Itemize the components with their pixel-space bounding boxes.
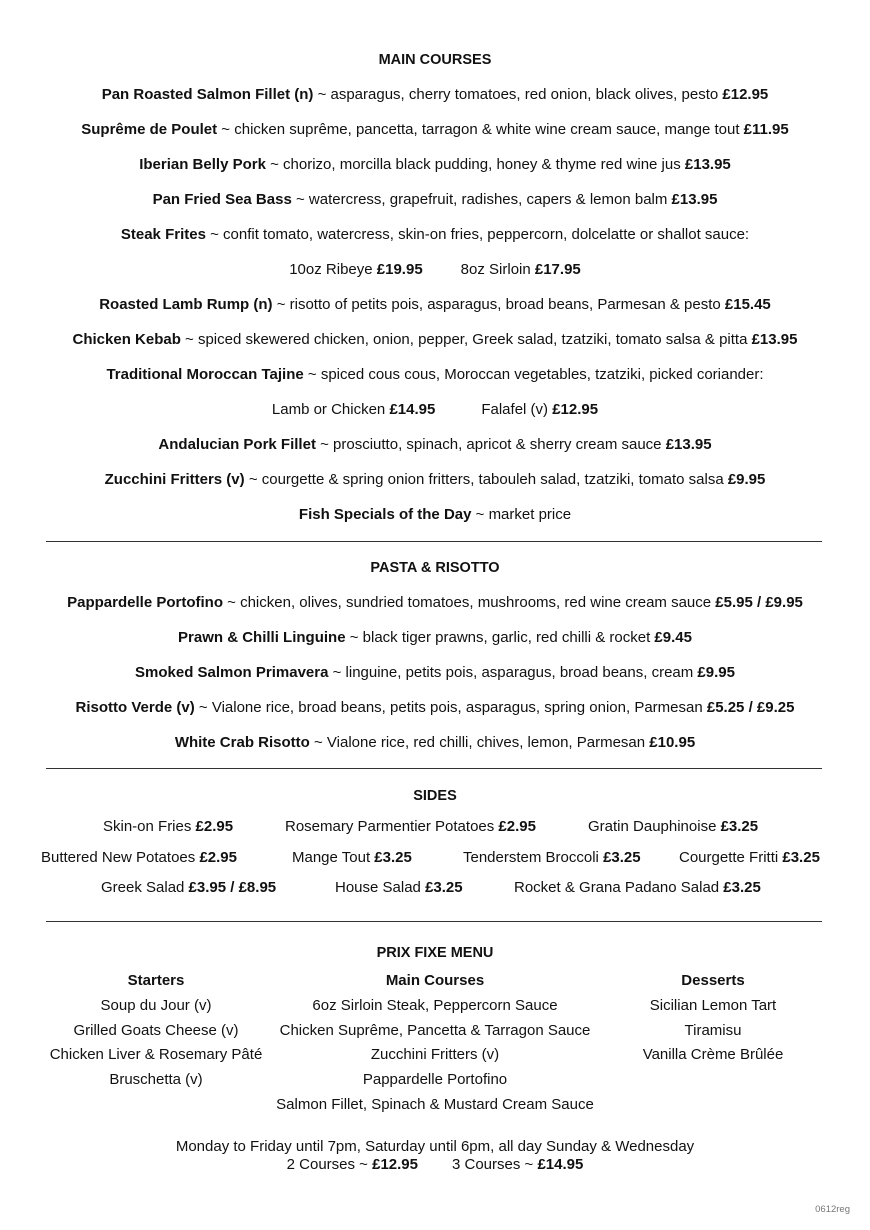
dish-name: Pappardelle Portofino xyxy=(67,594,223,611)
side-price: £3.25 xyxy=(723,879,761,896)
dish-description: ~ asparagus, cherry tomatoes, red onion, black olives, pesto xyxy=(313,86,723,103)
dish-name: Chicken Kebab xyxy=(72,331,181,348)
dish-price: £5.95 / £9.95 xyxy=(715,594,803,611)
side-label: Skin-on Fries xyxy=(103,818,196,835)
dish-name: Suprême de Poulet xyxy=(81,121,218,138)
dish-description: ~ spiced cous cous, Moroccan vegetables, tzatziki, picked coriander: xyxy=(303,366,764,383)
dish-price: £9.95 xyxy=(727,471,766,488)
dish-price: £12.95 xyxy=(722,86,769,103)
menu-item xyxy=(0,506,870,524)
menu-item xyxy=(0,156,870,174)
course-prices xyxy=(0,1156,870,1174)
menu-item xyxy=(0,366,870,384)
main-item: Chicken Suprême, Pancetta & Tarragon Sauce xyxy=(279,1021,591,1039)
dish-price: £13.95 xyxy=(751,331,798,348)
side-price: £3.25 xyxy=(720,818,759,835)
dish-description: ~ courgette & spring onion fritters, tabouleh salad, tzatziki, tomato salsa xyxy=(244,471,728,488)
side-label: Rocket & Grana Padano Salad xyxy=(514,879,724,896)
availability-text: Monday to Friday until 7pm, Saturday until 6pm, all day Sunday & Wednesday xyxy=(175,1138,695,1155)
side-price: £3.25 xyxy=(782,849,820,866)
dish-description: ~ chicken, olives, sundried tomatoes, mushrooms, red wine cream sauce xyxy=(222,594,716,611)
side-label: House Salad xyxy=(335,879,426,896)
section-divider xyxy=(46,768,822,769)
side-item xyxy=(514,879,761,897)
main-item: 6oz Sirloin Steak, Peppercorn Sauce xyxy=(312,996,558,1014)
starter-item: Grilled Goats Cheese (v) xyxy=(73,1021,239,1039)
menu-item xyxy=(0,296,870,314)
side-label: Greek Salad xyxy=(101,879,189,896)
menu-item xyxy=(0,594,870,612)
two-courses-price: £12.95 xyxy=(372,1156,418,1173)
side-price: £3.95 / £8.95 xyxy=(188,879,277,896)
main-item: Zucchini Fritters (v) xyxy=(370,1046,500,1064)
dessert-item: Sicilian Lemon Tart xyxy=(649,996,777,1014)
dish-name: Pan Fried Sea Bass xyxy=(152,191,292,208)
dish-name: Zucchini Fritters (v) xyxy=(104,471,245,488)
dish-name: Prawn & Chilli Linguine xyxy=(178,629,346,646)
dish-price: £13.95 xyxy=(671,191,718,208)
side-price: £3.25 xyxy=(603,849,641,866)
steak-options xyxy=(0,261,870,279)
mains-column xyxy=(265,969,605,1118)
option-price: £19.95 xyxy=(376,261,423,278)
dessert-item: Vanilla Crème Brûlée xyxy=(642,1046,784,1064)
dessert-item: Tiramisu xyxy=(684,1021,742,1039)
option-label: Falafel (v) xyxy=(481,401,553,418)
dish-name: Smoked Salmon Primavera xyxy=(135,664,329,681)
mains-title: Main Courses xyxy=(385,972,485,989)
dish-name: Risotto Verde (v) xyxy=(75,699,195,716)
dish-description: ~ black tiger prawns, garlic, red chilli & rocket xyxy=(345,629,655,646)
side-item xyxy=(292,849,412,867)
dish-description: ~ market price xyxy=(471,506,572,523)
dish-price: £13.95 xyxy=(665,436,712,453)
starters-title: Starters xyxy=(127,972,185,989)
main-item: Pappardelle Portofino xyxy=(362,1071,508,1089)
side-item xyxy=(103,818,233,836)
starter-item: Bruschetta (v) xyxy=(109,1071,203,1089)
dish-description: ~ Vialone rice, broad beans, petits pois, asparagus, spring onion, Parmesan xyxy=(194,699,707,716)
two-courses-label: 2 Courses ~ xyxy=(286,1156,373,1173)
option-label: Lamb or Chicken xyxy=(271,401,390,418)
option-price: £14.95 xyxy=(389,401,436,418)
starter-item: Soup du Jour (v) xyxy=(100,996,212,1014)
side-price: £2.95 xyxy=(195,818,234,835)
three-courses-label: 3 Courses ~ xyxy=(452,1156,538,1173)
side-price: £3.25 xyxy=(425,879,463,896)
desserts-column xyxy=(613,969,813,1068)
option-label: 8oz Sirloin xyxy=(460,261,535,278)
side-item xyxy=(335,879,463,897)
starters-column xyxy=(36,969,276,1093)
side-price: £2.95 xyxy=(498,818,536,835)
menu-item xyxy=(0,226,870,244)
dish-description: ~ chicken suprême, pancetta, tarragon & white wine cream sauce, mange tout xyxy=(217,121,744,138)
dish-description: ~ linguine, petits pois, asparagus, broad beans, cream xyxy=(328,664,698,681)
menu-item xyxy=(0,471,870,489)
menu-item xyxy=(0,629,870,647)
starter-item: Chicken Liver & Rosemary Pâté xyxy=(49,1046,263,1064)
option-label: 10oz Ribeye xyxy=(289,261,377,278)
desserts-title: Desserts xyxy=(681,972,745,989)
side-item xyxy=(41,849,237,867)
side-label: Courgette Fritti xyxy=(679,849,783,866)
pasta-heading: PASTA & RISOTTO xyxy=(370,560,500,576)
option-price: £17.95 xyxy=(534,261,581,278)
dish-name: White Crab Risotto xyxy=(174,734,310,751)
dish-description: ~ chorizo, morcilla black pudding, honey & thyme red wine jus xyxy=(265,156,685,173)
menu-item xyxy=(0,331,870,349)
side-label: Gratin Dauphinoise xyxy=(588,818,721,835)
dish-price: £9.95 xyxy=(697,664,735,681)
dish-description: ~ spiced skewered chicken, onion, pepper, Greek salad, tzatziki, tomato salsa & pitta xyxy=(180,331,752,348)
side-item xyxy=(101,879,276,897)
dish-name: Traditional Moroccan Tajine xyxy=(106,366,304,383)
sides-heading: SIDES xyxy=(413,788,457,804)
dish-price: £13.95 xyxy=(684,156,731,173)
dish-price: £11.95 xyxy=(743,121,789,138)
dish-name: Steak Frites xyxy=(120,226,206,243)
dish-price: £15.45 xyxy=(724,296,771,313)
side-label: Mange Tout xyxy=(292,849,375,866)
menu-item xyxy=(0,699,870,717)
side-label: Rosemary Parmentier Potatoes xyxy=(285,818,499,835)
main-courses-heading: MAIN COURSES xyxy=(378,52,492,68)
side-price: £3.25 xyxy=(374,849,412,866)
dish-price: £9.45 xyxy=(654,629,692,646)
dish-description: ~ Vialone rice, red chilli, chives, lemon, Parmesan xyxy=(309,734,650,751)
dish-name: Pan Roasted Salmon Fillet (n) xyxy=(101,86,314,103)
section-divider xyxy=(46,541,822,542)
side-item xyxy=(679,849,820,867)
menu-item xyxy=(0,121,870,139)
side-price: £2.95 xyxy=(199,849,237,866)
dish-name: Andalucian Pork Fillet xyxy=(158,436,316,453)
side-label: Buttered New Potatoes xyxy=(41,849,200,866)
dish-description: ~ watercress, grapefruit, radishes, capers & lemon balm xyxy=(291,191,672,208)
menu-item xyxy=(0,86,870,104)
dish-name: Roasted Lamb Rump (n) xyxy=(99,296,273,313)
three-courses-price: £14.95 xyxy=(537,1156,584,1173)
menu-item xyxy=(0,191,870,209)
side-label: Tenderstem Broccoli xyxy=(463,849,604,866)
menu-item xyxy=(0,664,870,682)
side-item xyxy=(285,818,536,836)
prix-fixe-heading: PRIX FIXE MENU xyxy=(376,945,494,961)
dish-price: £10.95 xyxy=(649,734,696,751)
dish-description: ~ prosciutto, spinach, apricot & sherry cream sauce xyxy=(315,436,666,453)
menu-item xyxy=(0,734,870,752)
main-item: Salmon Fillet, Spinach & Mustard Cream Sauce xyxy=(276,1095,594,1113)
tajine-options xyxy=(0,401,870,419)
menu-item xyxy=(0,436,870,454)
option-price: £12.95 xyxy=(552,401,599,418)
side-item xyxy=(588,818,758,836)
dish-price: £5.25 / £9.25 xyxy=(706,699,795,716)
section-divider xyxy=(46,921,822,922)
dish-name: Fish Specials of the Day xyxy=(298,506,472,523)
dish-name: Iberian Belly Pork xyxy=(139,156,266,173)
reference-code: 0612reg xyxy=(815,1204,850,1215)
dish-description: ~ confit tomato, watercress, skin-on fries, peppercorn, dolcelatte or shallot sauce: xyxy=(205,226,750,243)
side-item xyxy=(463,849,641,867)
dish-description: ~ risotto of petits pois, asparagus, broad beans, Parmesan & pesto xyxy=(272,296,725,313)
